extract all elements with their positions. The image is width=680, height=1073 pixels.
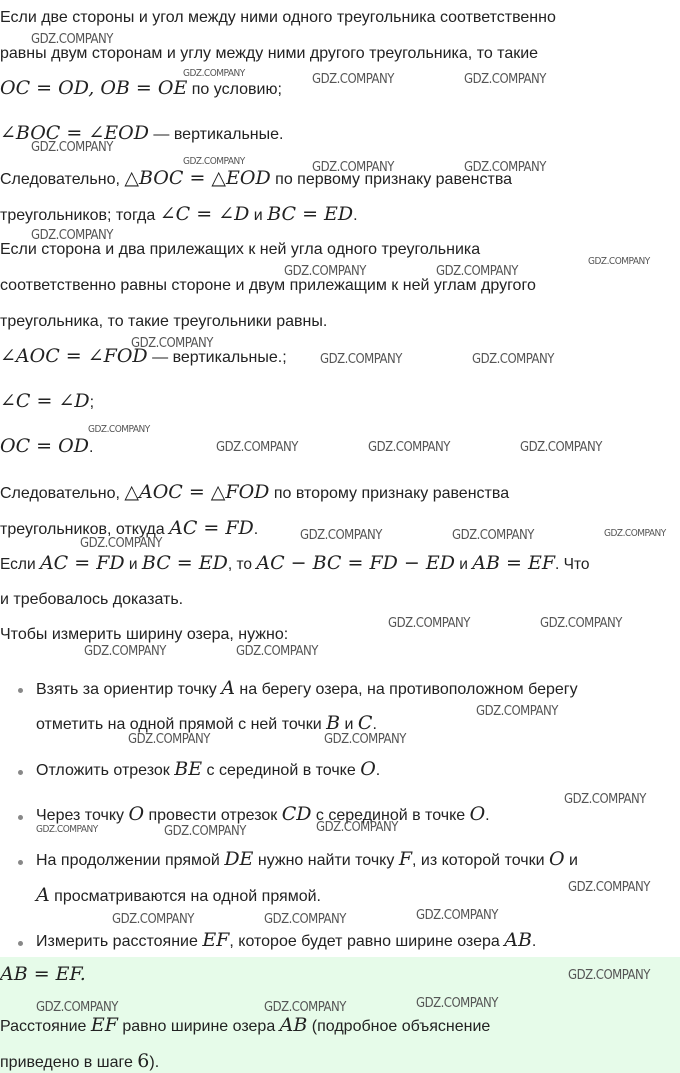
math: C — [357, 712, 373, 734]
watermark: GDZ.COMPANY — [320, 352, 402, 367]
text: , которое будет равно ширине озера — [229, 933, 505, 950]
math: O — [469, 803, 486, 825]
text: . — [375, 762, 381, 779]
list-item — [36, 804, 490, 826]
math: CD — [281, 803, 312, 825]
answer-text — [0, 1051, 159, 1073]
text: по второму признаку равенства — [269, 485, 510, 502]
watermark: GDZ.COMPANY — [164, 824, 246, 839]
watermark: GDZ.COMPANY — [183, 156, 245, 167]
watermark: GDZ.COMPANY — [368, 440, 450, 455]
math: AB = EF. — [0, 963, 86, 985]
math: AC = FD — [39, 552, 125, 574]
text: и — [124, 556, 142, 573]
watermark: GDZ.COMPANY — [31, 32, 113, 47]
watermark: GDZ.COMPANY — [316, 820, 398, 835]
watermark: GDZ.COMPANY — [312, 160, 394, 175]
math: A — [36, 884, 50, 906]
text: отметить на одной прямой с ней точки — [36, 716, 327, 733]
text: Расстояние — [0, 1018, 91, 1035]
watermark: GDZ.COMPANY — [540, 616, 622, 631]
watermark: GDZ.COMPANY — [436, 264, 518, 279]
text: (подробное объяснение — [307, 1018, 491, 1035]
text: . — [372, 716, 377, 733]
text: с серединой в точке — [202, 762, 361, 779]
watermark: GDZ.COMPANY — [464, 72, 546, 87]
text: , то — [227, 556, 257, 573]
watermark: GDZ.COMPANY — [264, 1000, 346, 1015]
watermark: GDZ.COMPANY — [568, 880, 650, 895]
math: O — [360, 758, 376, 780]
text-line — [0, 482, 509, 504]
watermark: GDZ.COMPANY — [564, 792, 646, 807]
math: AB — [279, 1014, 308, 1036]
text: . Что — [555, 556, 590, 573]
text: Если — [0, 556, 40, 573]
bullet-icon — [18, 770, 23, 775]
math: BC = ED — [267, 203, 354, 225]
bullet-icon — [18, 860, 23, 865]
answer-formula — [0, 964, 86, 986]
math: ∠AOC = ∠FOD — [0, 345, 148, 367]
math: B — [326, 712, 341, 734]
text: по первому признаку равенства — [270, 171, 513, 188]
text-line: соответственно равны стороне и двум прилежащим к ней углам другого — [0, 277, 536, 294]
watermark: GDZ.COMPANY — [472, 352, 554, 367]
math: ∠C = ∠D — [159, 203, 250, 225]
math: EF — [90, 1014, 118, 1036]
text: и — [249, 207, 268, 224]
math: O — [548, 848, 565, 870]
text-line — [0, 553, 590, 575]
watermark: GDZ.COMPANY — [520, 440, 602, 455]
text: . — [353, 207, 358, 224]
text-line: Если две стороны и угол между ними одного треугольника соответственно — [0, 9, 556, 26]
watermark: GDZ.COMPANY — [284, 264, 366, 279]
text-line — [0, 204, 358, 226]
math: △BOC = △EOD — [124, 167, 271, 189]
bullet-icon — [18, 688, 23, 693]
math: DE — [224, 848, 254, 870]
math: O — [128, 803, 145, 825]
watermark: GDZ.COMPANY — [464, 160, 546, 175]
watermark: GDZ.COMPANY — [31, 140, 113, 155]
text-line: равны двум сторонам и углу между ними другого треугольника, то такие — [0, 45, 539, 62]
text: Измерить расстояние — [36, 933, 203, 950]
text: Отложить отрезок — [36, 762, 175, 779]
math: OC = OD, OB = OE — [0, 77, 188, 99]
math: AB — [504, 929, 532, 951]
watermark: GDZ.COMPANY — [112, 912, 194, 927]
text: провести отрезок — [144, 807, 282, 824]
math: ∠C = ∠D — [0, 390, 90, 412]
text: ; — [89, 394, 95, 411]
bullet-icon — [18, 941, 23, 946]
text: приведено в шаге — [0, 1054, 138, 1071]
text: треугольников; тогда — [0, 207, 160, 224]
text: на берегу озера, на противоположном берегу — [234, 681, 578, 698]
text-line: и требовалось доказать. — [0, 591, 184, 608]
text: , из которой точки — [412, 852, 549, 869]
watermark: GDZ.COMPANY — [236, 644, 318, 659]
text: . — [485, 807, 490, 824]
watermark: GDZ.COMPANY — [300, 528, 382, 543]
text-line — [0, 168, 512, 190]
watermark: GDZ.COMPANY — [568, 968, 650, 983]
math: AC = FD — [169, 517, 254, 539]
text: . — [253, 521, 259, 538]
math: AB = EF — [472, 552, 556, 574]
text: — вертикальные. — [148, 126, 284, 143]
watermark: GDZ.COMPANY — [476, 704, 558, 719]
watermark: GDZ.COMPANY — [416, 996, 498, 1011]
watermark: GDZ.COMPANY — [324, 732, 406, 747]
math: △AOC = △FOD — [124, 481, 270, 503]
text: по условию; — [187, 81, 282, 98]
text: и — [454, 556, 473, 573]
text-line: Чтобы измерить ширину озера, нужно: — [0, 626, 289, 643]
watermark: GDZ.COMPANY — [183, 68, 245, 79]
math: BE — [174, 758, 203, 780]
watermark: GDZ.COMPANY — [131, 336, 213, 351]
text: равно ширине озера — [117, 1018, 280, 1035]
watermark: GDZ.COMPANY — [452, 528, 534, 543]
text: и — [564, 852, 578, 869]
text: На продолжении прямой — [36, 852, 225, 869]
watermark: GDZ.COMPANY — [36, 824, 98, 835]
math: ∠BOC = ∠EOD — [0, 122, 149, 144]
answer-text — [0, 1015, 490, 1037]
text-line — [0, 78, 282, 100]
text: — вертикальные.; — [147, 349, 287, 366]
text: ). — [149, 1054, 160, 1071]
text-line — [0, 391, 94, 413]
watermark: GDZ.COMPANY — [604, 528, 666, 539]
watermark: GDZ.COMPANY — [88, 424, 150, 435]
watermark: GDZ.COMPANY — [31, 228, 113, 243]
math: A — [221, 677, 235, 699]
watermark: GDZ.COMPANY — [416, 908, 498, 923]
watermark: GDZ.COMPANY — [388, 616, 470, 631]
watermark: GDZ.COMPANY — [264, 912, 346, 927]
bullet-icon — [18, 815, 23, 820]
text: треугольников, откуда — [0, 521, 170, 538]
math: AC − BC = FD − ED — [256, 552, 455, 574]
text: с серединой в точке — [311, 807, 470, 824]
list-item — [36, 759, 380, 781]
watermark: GDZ.COMPANY — [216, 440, 298, 455]
math: 6 — [137, 1050, 150, 1072]
watermark: GDZ.COMPANY — [312, 72, 394, 87]
text: Следовательно, — [0, 171, 125, 188]
watermark: GDZ.COMPANY — [80, 536, 162, 551]
list-item — [36, 678, 578, 700]
text: и — [340, 716, 358, 733]
text: Взять за ориентир точку — [36, 681, 222, 698]
watermark: GDZ.COMPANY — [84, 644, 166, 659]
math: EF — [202, 929, 230, 951]
watermark: GDZ.COMPANY — [128, 732, 210, 747]
math: F — [398, 848, 412, 870]
watermark: GDZ.COMPANY — [36, 1000, 118, 1015]
text: Следовательно, — [0, 485, 125, 502]
text-line: треугольника, то такие треугольники равны. — [0, 313, 328, 330]
list-item — [36, 930, 536, 952]
list-item-continuation — [36, 885, 321, 907]
text-line: Если сторона и два прилежащих к ней угла одного треугольника — [0, 241, 481, 258]
text-line — [0, 436, 93, 458]
math: BC = ED — [141, 552, 228, 574]
math: OC = OD — [0, 435, 89, 457]
text: . — [531, 933, 537, 950]
text: Через точку — [36, 807, 129, 824]
text: просматриваются на одной прямой. — [49, 888, 321, 905]
text: . — [88, 439, 94, 456]
text: нужно найти точку — [253, 852, 399, 869]
list-item — [36, 849, 578, 871]
watermark: GDZ.COMPANY — [588, 256, 650, 267]
